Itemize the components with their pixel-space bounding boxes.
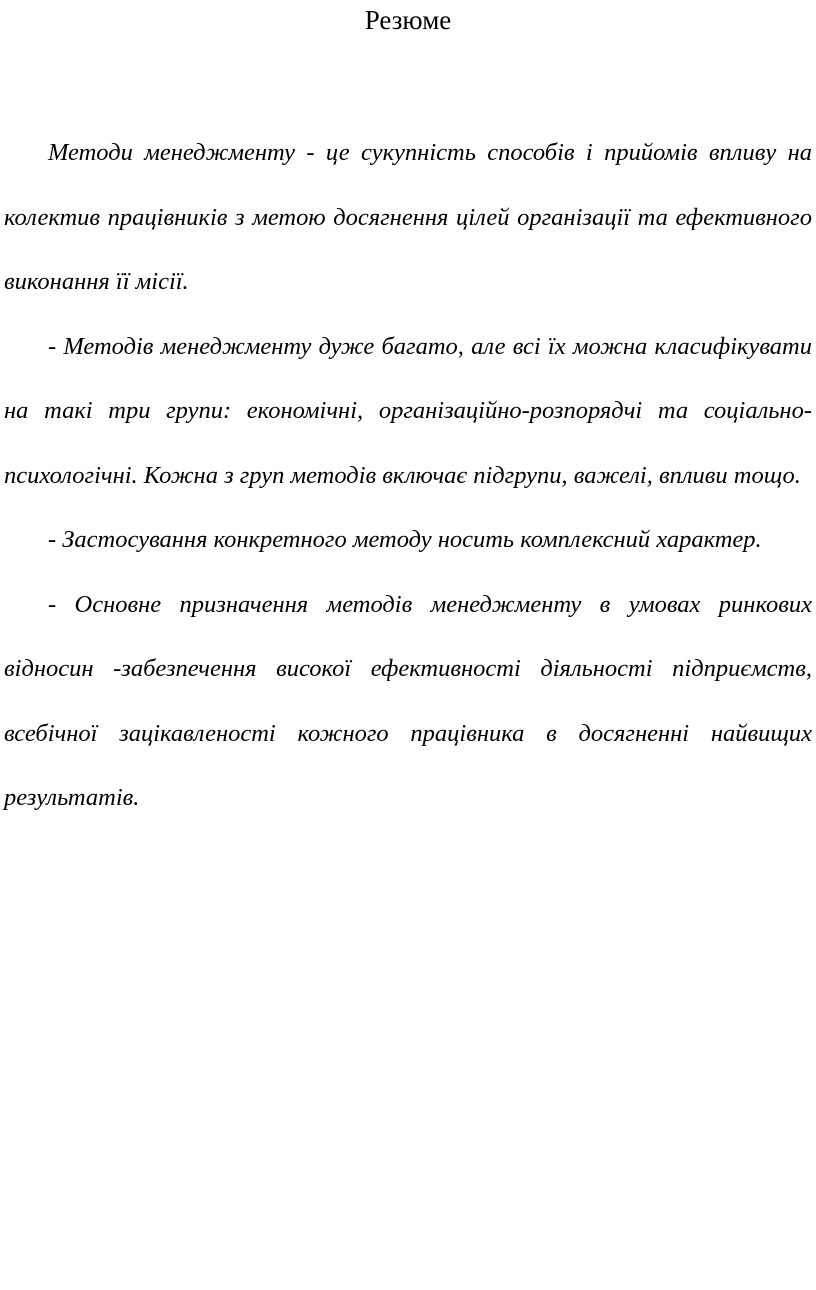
- paragraph-purpose: - Основне призначення методів менеджменту в умовах ринкових відносин -забезпечення високої ефективності діяльності підприємств, всебічної зацікавленості кожного працівника в досягненні найвищих результатів.: [4, 590, 812, 811]
- page-title: Резюме: [364, 5, 452, 35]
- document-body: [4, 121, 812, 831]
- paragraph-classification: - Методів менеджменту дуже багато, але всі їх можна класифікувати на такі три групи: економічні, організаційно-розпорядчі та соціально-психологічні. Кожна з груп методів включає підгрупи, важелі, впливи тощо.: [4, 332, 812, 489]
- paragraph-application: - Застосування конкретного методу носить комплексний характер.: [48, 526, 762, 553]
- paragraph-definition: Методи менеджменту - це сукупність способів і прийомів впливу на колектив працівників з метою досягнення цілей організації та ефективного виконання її місії.: [4, 139, 812, 295]
